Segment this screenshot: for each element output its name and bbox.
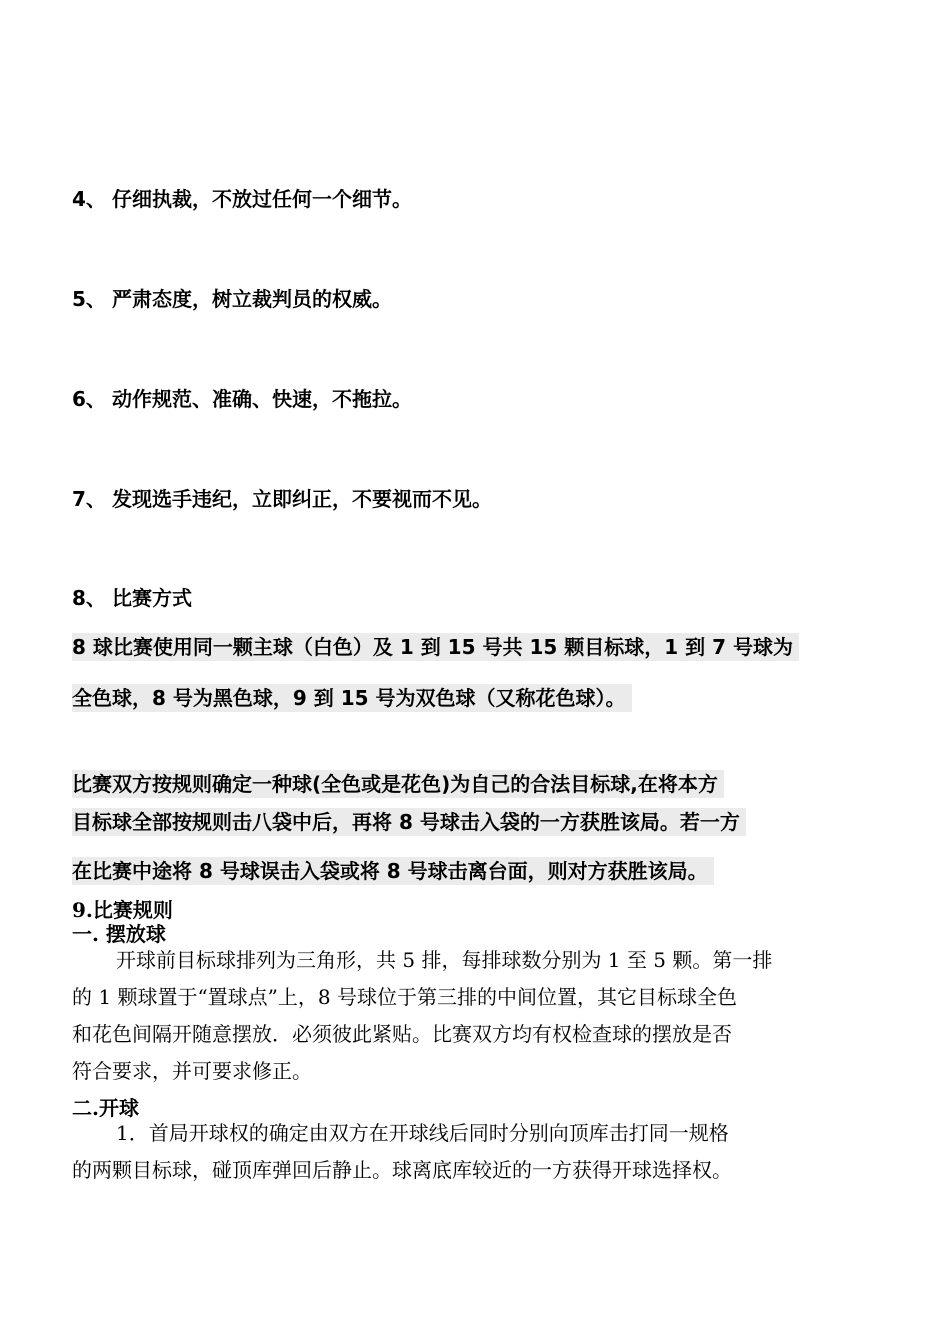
list-item-6 [72,385,412,413]
paragraph-line: 和花色间隔开随意摆放．必须彼此紧贴。比赛双方均有权检查球的摆放是否 [72,1022,732,1046]
paragraph-line: 比赛双方按规则确定一种球(全色或是花色)为自己的合法目标球,在将本方 [72,770,724,798]
list-item-text: 动作规范、准确、快速，不拖拉。 [112,387,412,411]
paragraph-line: 8 球比赛使用同一颗主球（白色）及 1 到 15 号共 15 颗目标球，1 到 7 号球为 [72,633,799,661]
list-item-number: 7、 [72,487,106,511]
section-heading: 9.比赛规则 [72,898,173,922]
list-item-number: 6、 [72,387,106,411]
subsection-heading: 一. 摆放球 [72,922,166,946]
list-item-4 [72,185,412,213]
list-item-text: 发现选手违纪，立即纠正，不要视而不见。 [112,487,492,511]
paragraph-line: 目标球全部按规则击八袋中后，再将 8 号球击入袋的一方获胜该局。若一方 [72,808,746,836]
list-item-7 [72,485,492,513]
paragraph-line: 符合要求，并可要求修正。 [72,1059,312,1083]
subsection-heading: 二.开球 [72,1096,139,1120]
list-item-8 [72,584,192,612]
paragraph-line: 在比赛中途将 8 号球误击入袋或将 8 号球击离台面，则对方获胜该局。 [72,857,714,885]
paragraph-line: 开球前目标球排列为三角形，共 5 排，每排球数分别为 1 至 5 颗。第一排 [116,948,773,972]
list-item-text: 比赛方式 [112,586,192,610]
list-item-text: 严肃态度，树立裁判员的权威。 [112,287,392,311]
paragraph-line: 的两颗目标球，碰顶库弹回后静止。球离底库较近的一方获得开球选择权。 [72,1158,732,1182]
paragraph-line: 1．首局开球权的确定由双方在开球线后同时分别向顶库击打同一规格 [116,1121,729,1145]
list-item-text: 仔细执裁，不放过任何一个细节。 [112,187,412,211]
paragraph-line: 的 1 颗球置于“置球点”上，8 号球位于第三排的中间位置，其它目标球全色 [72,985,737,1009]
list-item-5 [72,285,392,313]
list-item-number: 4、 [72,187,106,211]
list-item-number: 8、 [72,586,106,610]
list-item-number: 5、 [72,287,106,311]
paragraph-line: 全色球，8 号为黑色球，9 到 15 号为双色球（又称花色球）。 [72,684,632,712]
